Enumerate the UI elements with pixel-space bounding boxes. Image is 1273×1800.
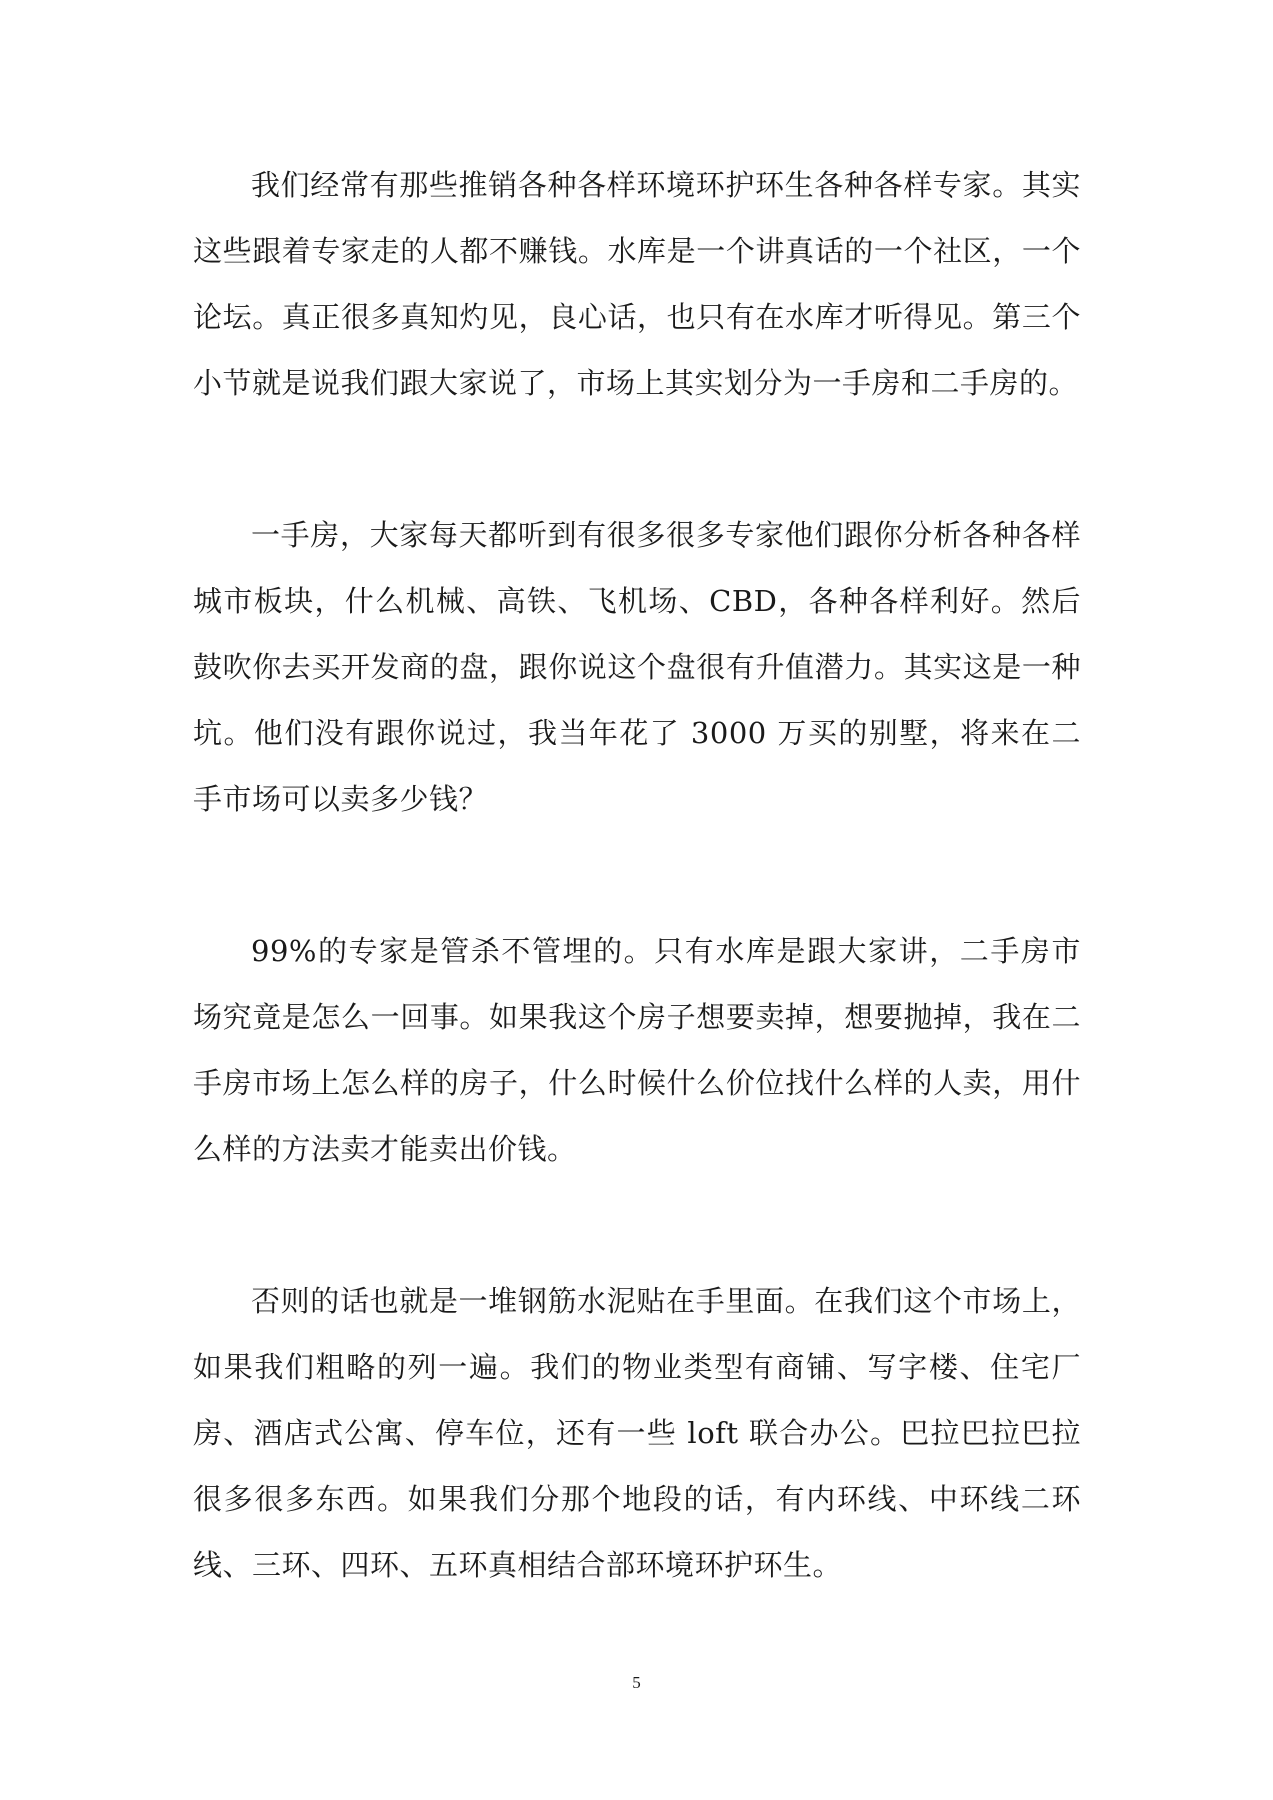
paragraph-2: 一手房，大家每天都听到有很多很多专家他们跟你分析各种各样城市板块，什么机械、高铁、飞机场、CBD，各种各样利好。然后鼓吹你去买开发商的盘，跟你说这个盘很有升值潜力。其实这是一种坑。他们没有跟你说过，我当年花了 3000 万买的别墅，将来在二手市场可以卖多少钱？: [193, 518, 1081, 816]
paragraph-4: 否则的话也就是一堆钢筋水泥贴在手里面。在我们这个市场上，如果我们粗略的列一遍。我们的物业类型有商铺、写字楼、住宅厂房、酒店式公寓、停车位，还有一些 loft 联合办公。巴拉巴拉巴拉很多很多东西。如果我们分那个地段的话，有内环线、中环线二环线、三环、四环、五环真相结合部环境环护环生。: [193, 1284, 1081, 1582]
page-number: 5: [632, 1673, 641, 1692]
paragraph-1: 我们经常有那些推销各种各样环境环护环生各种各样专家。其实这些跟着专家走的人都不赚钱。水库是一个讲真话的一个社区，一个论坛。真正很多真知灼见，良心话，也只有在水库才听得见。第三个小节就是说我们跟大家说了，市场上其实划分为一手房和二手房的。: [193, 168, 1081, 400]
paragraph-3: 99%的专家是管杀不管埋的。只有水库是跟大家讲，二手房市场究竟是怎么一回事。如果我这个房子想要卖掉，想要抛掉，我在二手房市场上怎么样的房子，什么时候什么价位找什么样的人卖，用什么样的方法卖才能卖出价钱。: [193, 934, 1081, 1166]
document-body: [193, 152, 1081, 1598]
